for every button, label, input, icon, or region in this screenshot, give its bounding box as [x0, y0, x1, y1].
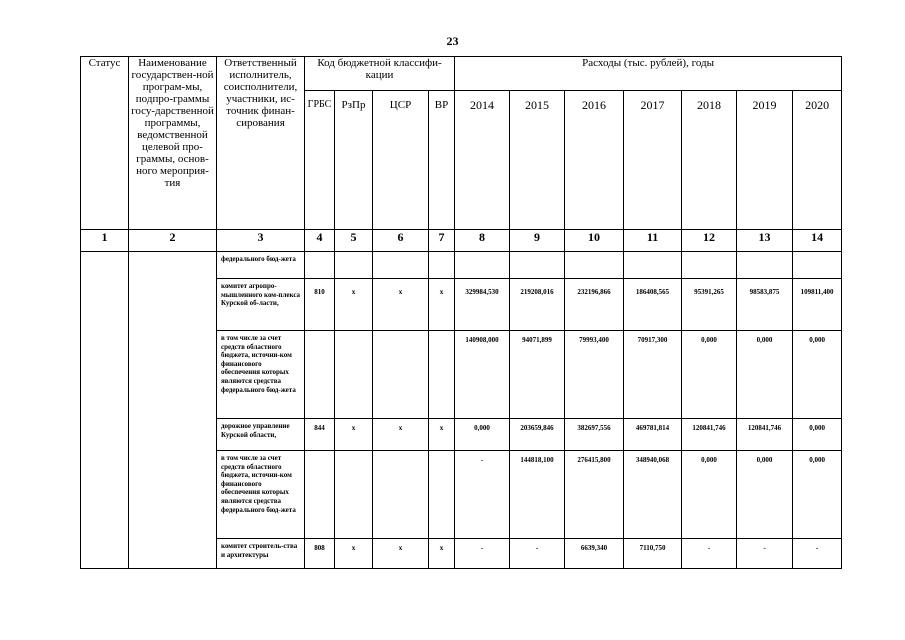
value-cell: 98583,875 — [737, 279, 793, 331]
value-cell: - — [682, 539, 737, 569]
value-cell: 348940,068 — [624, 451, 682, 539]
code-cell — [335, 451, 373, 539]
column-number-row — [81, 230, 842, 252]
value-cell: - — [510, 539, 565, 569]
value-cell: 94071,899 — [510, 331, 565, 419]
column-number: 11 — [624, 230, 682, 252]
code-cell: х — [373, 279, 429, 331]
code-cell: х — [335, 539, 373, 569]
column-number: 14 — [793, 230, 842, 252]
value-cell: - — [793, 539, 842, 569]
value-cell: 186408,565 — [624, 279, 682, 331]
value-cell: 0,000 — [793, 331, 842, 419]
column-number: 6 — [373, 230, 429, 252]
column-number: 13 — [737, 230, 793, 252]
value-cell: 70917,300 — [624, 331, 682, 419]
column-number: 7 — [429, 230, 455, 252]
value-cell: 95391,265 — [682, 279, 737, 331]
column-number: 9 — [510, 230, 565, 252]
header-code-grbs: ГРБС — [305, 91, 335, 230]
value-cell: 0,000 — [455, 419, 510, 451]
header-expenses: Расходы (тыс. рублей), годы — [455, 57, 842, 91]
header-code-rzpr: РзПр — [335, 91, 373, 230]
executor-cell: комитет строитель-ства и архитектуры — [217, 539, 305, 569]
code-cell — [429, 451, 455, 539]
executor-cell: в том числе за счет средств областного бюджета, источни-ком финансового обеспечения которых являются средства федерального бюд-жета — [217, 331, 305, 419]
header-code-csr: ЦСР — [373, 91, 429, 230]
header-program-name: Наименование государствен-ной програм-мы, подпро-граммы госу-дарственной программы, ведомственной целевой про-граммы, основ-ного мероприя-тия — [129, 57, 217, 230]
code-cell — [429, 252, 455, 279]
value-cell: 276415,800 — [565, 451, 624, 539]
value-cell — [565, 252, 624, 279]
value-cell: 329984,530 — [455, 279, 510, 331]
column-number: 8 — [455, 230, 510, 252]
program-name-cell — [129, 252, 217, 569]
value-cell: 219208,016 — [510, 279, 565, 331]
code-cell — [305, 331, 335, 419]
value-cell: - — [455, 451, 510, 539]
table-row — [81, 252, 842, 279]
value-cell: - — [455, 539, 510, 569]
code-cell: х — [335, 419, 373, 451]
value-cell: 469781,814 — [624, 419, 682, 451]
column-number: 3 — [217, 230, 305, 252]
value-cell: 7110,750 — [624, 539, 682, 569]
column-number: 10 — [565, 230, 624, 252]
code-cell — [373, 331, 429, 419]
header-year-2020: 2020 — [793, 91, 842, 230]
value-cell — [682, 252, 737, 279]
column-number: 4 — [305, 230, 335, 252]
value-cell: 232196,866 — [565, 279, 624, 331]
executor-cell: в том числе за счет средств областного бюджета, источни-ком финансового обеспечения которых являются средства федерального бюд-жета — [217, 451, 305, 539]
header-code-vr: ВР — [429, 91, 455, 230]
column-number: 1 — [81, 230, 129, 252]
value-cell: 0,000 — [682, 451, 737, 539]
value-cell: 0,000 — [737, 451, 793, 539]
value-cell: 144818,100 — [510, 451, 565, 539]
header-year-2017: 2017 — [624, 91, 682, 230]
header-year-2014: 2014 — [455, 91, 510, 230]
value-cell: - — [737, 539, 793, 569]
column-number: 2 — [129, 230, 217, 252]
code-cell — [305, 451, 335, 539]
code-cell — [335, 252, 373, 279]
value-cell: 0,000 — [793, 419, 842, 451]
executor-cell: комитет агропро-мышленного ком-плекса Курской об-ласти, — [217, 279, 305, 331]
code-cell: 844 — [305, 419, 335, 451]
value-cell — [510, 252, 565, 279]
code-cell: х — [429, 419, 455, 451]
code-cell: х — [373, 419, 429, 451]
value-cell — [455, 252, 510, 279]
value-cell — [624, 252, 682, 279]
header-year-2016: 2016 — [565, 91, 624, 230]
code-cell — [335, 331, 373, 419]
header-year-2015: 2015 — [510, 91, 565, 230]
value-cell: 0,000 — [737, 331, 793, 419]
code-cell — [305, 252, 335, 279]
value-cell: 6639,340 — [565, 539, 624, 569]
header-year-2019: 2019 — [737, 91, 793, 230]
header-budget-code: Код бюджетной классифи-кации — [305, 57, 455, 91]
value-cell: 0,000 — [793, 451, 842, 539]
header-year-2018: 2018 — [682, 91, 737, 230]
value-cell — [793, 252, 842, 279]
code-cell: х — [335, 279, 373, 331]
code-cell — [373, 252, 429, 279]
code-cell: х — [373, 539, 429, 569]
executor-cell: федерального бюд-жета — [217, 252, 305, 279]
value-cell: 140908,000 — [455, 331, 510, 419]
code-cell: 808 — [305, 539, 335, 569]
value-cell: 120841,746 — [682, 419, 737, 451]
value-cell: 79993,400 — [565, 331, 624, 419]
value-cell: 120841,746 — [737, 419, 793, 451]
column-number: 12 — [682, 230, 737, 252]
page-number: 23 — [446, 34, 459, 48]
column-number: 5 — [335, 230, 373, 252]
header-executor: Ответственный исполнитель, соисполнители, участники, ис-точник финан-сирования — [217, 57, 305, 230]
code-cell: х — [429, 279, 455, 331]
code-cell — [429, 331, 455, 419]
value-cell: 382697,556 — [565, 419, 624, 451]
value-cell — [737, 252, 793, 279]
budget-table — [80, 56, 842, 569]
code-cell: х — [429, 539, 455, 569]
executor-cell: дорожное управление Курской области, — [217, 419, 305, 451]
value-cell: 203659,846 — [510, 419, 565, 451]
status-cell — [81, 252, 129, 569]
header-status: Статус — [81, 57, 129, 230]
code-cell — [373, 451, 429, 539]
code-cell: 810 — [305, 279, 335, 331]
value-cell: 0,000 — [682, 331, 737, 419]
value-cell: 109811,400 — [793, 279, 842, 331]
